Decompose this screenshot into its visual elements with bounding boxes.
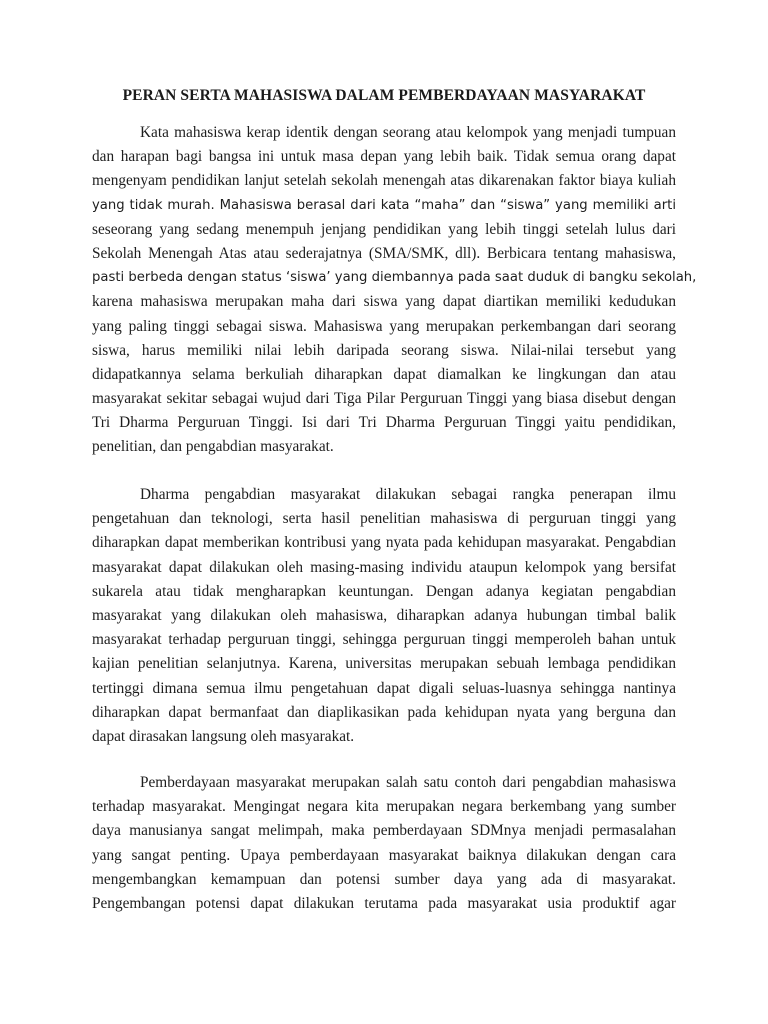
paragraph-line: masyarakat dapat dilakukan oleh masing-masing individu ataupun kelompok yang bersifat xyxy=(92,558,676,576)
paragraph-line: dan harapan bagi bangsa ini untuk masa depan yang lebih baik. Tidak semua orang dapat xyxy=(92,148,676,166)
paragraph-line: Pemberdayaan masyarakat merupakan salah satu contoh dari pengabdian mahasiswa xyxy=(140,774,676,791)
paragraph-line: diharapkan dapat memberikan kontribusi yang nyata pada kehidupan masyarakat. Pengabdian xyxy=(92,534,676,552)
paragraph-line: Kata mahasiswa kerap identik dengan seorang atau kelompok yang menjadi tumpuan xyxy=(140,124,676,141)
paragraph-line: penelitian, dan pengabdian masyarakat. xyxy=(92,438,334,456)
paragraph-line: karena mahasiswa merupakan maha dari siswa yang dapat diartikan memiliki kedudukan xyxy=(92,293,676,311)
paragraph-line: pengetahuan dan teknologi, serta hasil penelitian mahasiswa di perguruan tinggi yang xyxy=(92,510,676,528)
paragraph-line: seseorang yang sedang menempuh jenjang pendidikan yang lebih tinggi setelah lulus dari xyxy=(92,220,676,238)
paragraph-line: sukarela atau tidak mengharapkan keuntungan. Dengan adanya kegiatan pengabdian xyxy=(92,582,676,600)
paragraph-line: masyarakat sekitar sebagai wujud dari Tiga Pilar Perguruan Tinggi yang biasa disebut dengan xyxy=(92,390,676,408)
paragraph-line: kajian penelitian selanjutnya. Karena, universitas merupakan sebuah lembaga pendidikan xyxy=(92,655,676,673)
paragraph-line: Pengembangan potensi dapat dilakukan terutama pada masyarakat usia produktif agar xyxy=(92,894,676,912)
paragraph-line: masyarakat terhadap perguruan tinggi, sehingga perguruan tinggi memperoleh bahan untuk xyxy=(92,631,676,649)
paragraph-line: diharapkan dapat bermanfaat dan diaplikasikan pada kehidupan nyata yang berguna dan xyxy=(92,703,676,721)
paragraph-line: siswa, harus memiliki nilai lebih daripada seorang siswa. Nilai-nilai tersebut yang xyxy=(92,341,676,359)
document-title: PERAN SERTA MAHASISWA DALAM PEMBERDAYAAN MASYARAKAT xyxy=(122,87,646,104)
paragraph-line: tertinggi dimana semua ilmu pengetahuan dapat digali seluas-luasnya sehingga nantinya xyxy=(92,679,676,697)
paragraph-line: Dharma pengabdian masyarakat dilakukan sebagai rangka penerapan ilmu xyxy=(140,486,676,503)
paragraph-line: daya manusianya sangat melimpah, maka pemberdayaan SDMnya menjadi permasalahan xyxy=(92,822,676,840)
paragraph-line: didapatkannya selama berkuliah diharapkan dapat diamalkan ke lingkungan dan atau xyxy=(92,365,676,383)
paragraph-2 xyxy=(92,483,676,749)
paragraph-1 xyxy=(92,121,697,460)
paragraph-line: mengenyam pendidikan lanjut setelah sekolah menengah atas dikarenakan faktor biaya kuliah xyxy=(92,172,676,190)
paragraph-line: Sekolah Menengah Atas atau sederajatnya (SMA/SMK, dll). Berbicara tentang mahasiswa, xyxy=(92,244,676,262)
paragraph-line: pasti berbeda dengan status ‘siswa’ yang diembannya pada saat duduk di bangku sekolah, xyxy=(92,270,697,286)
paragraph-3 xyxy=(92,771,676,916)
paragraph-line: yang paling tinggi sebagai siswa. Mahasiswa yang merupakan perkembangan dari seorang xyxy=(92,317,676,335)
paragraph-line: yang sangat penting. Upaya pemberdayaan masyarakat baiknya dilakukan dengan cara xyxy=(92,846,676,864)
paragraph-line: terhadap masyarakat. Mengingat negara kita merupakan negara berkembang yang sumber xyxy=(92,798,676,816)
paragraph-line: yang tidak murah. Mahasiswa berasal dari kata “maha” dan “siswa” yang memiliki arti xyxy=(92,197,676,213)
paragraph-line: masyarakat yang dilakukan oleh mahasiswa, diharapkan adanya hubungan timbal balik xyxy=(92,606,676,624)
paragraph-line: dapat dirasakan langsung oleh masyarakat. xyxy=(92,727,355,745)
paragraph-line: mengembangkan kemampuan dan potensi sumber daya yang ada di masyarakat. xyxy=(92,870,676,888)
paragraph-line: Tri Dharma Perguruan Tinggi. Isi dari Tri Dharma Perguruan Tinggi yaitu pendidikan, xyxy=(92,414,676,432)
